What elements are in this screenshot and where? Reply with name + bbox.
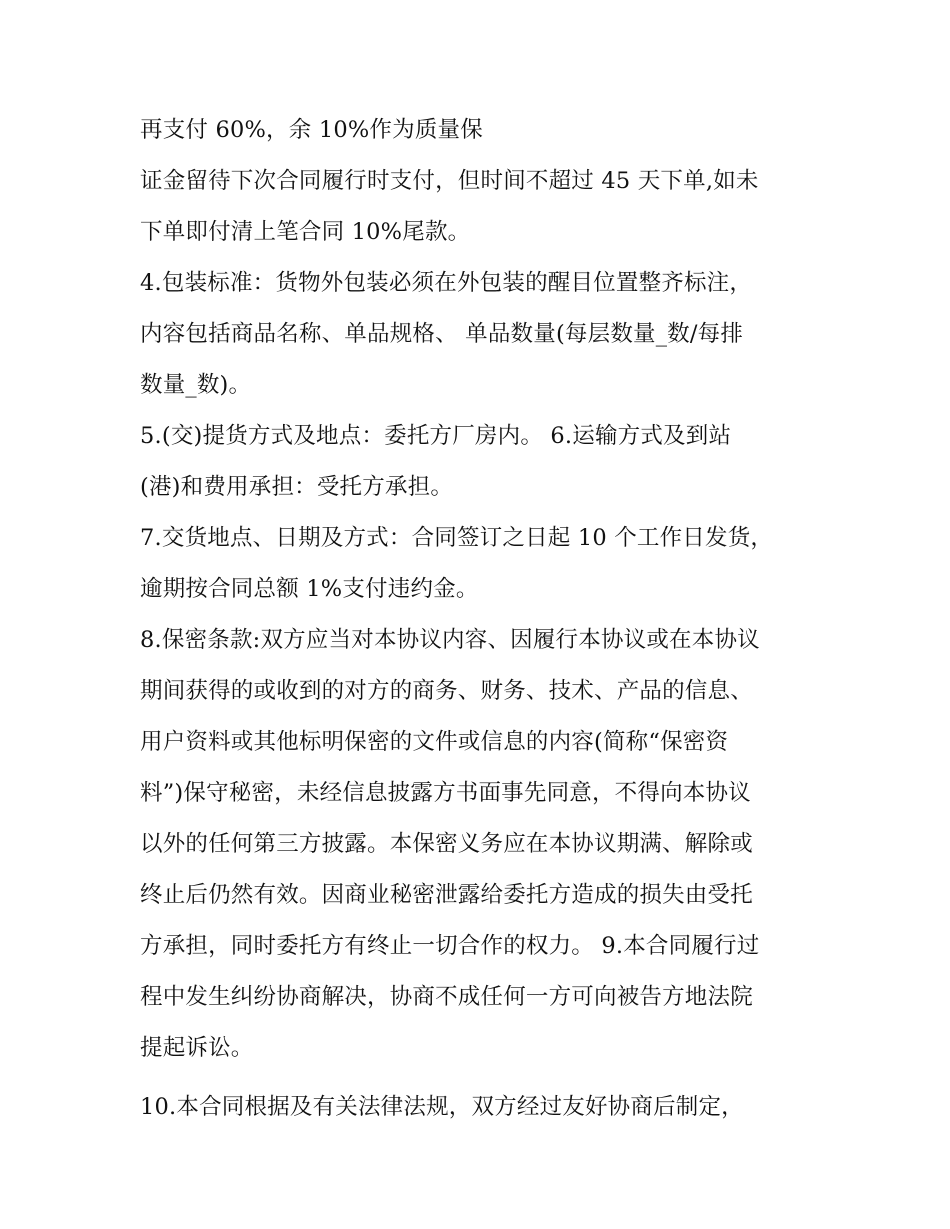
text-line: 料”)保守秘密，未经信息披露方书面事先同意，不得向本协议 [140,780,751,806]
text-line: 数量_数)。 [140,372,252,398]
text-line: 以外的任何第三方披露。本保密义务应在本协议期满、解除或 [140,831,753,857]
text-line: 10.本合同根据及有关法律法规，双方经过友好协商后制定， [140,1094,744,1120]
text-line: 方承担，同时委托方有终止一切合作的权力。 9.本合同履行过 [140,933,760,959]
text-line: (港)和费用承担：受托方承担。 [140,474,454,500]
text-line: 终止后仍然有效。因商业秘密泄露给委托方造成的损失由受托 [140,882,753,908]
contract-text-body [140,112,820,1140]
text-line: 内容包括商品名称、单品规格、 单品数量(每层数量_数/每排 [140,321,744,347]
text-line: 7.交货地点、日期及方式：合同签订之日起 10 个工作日发货， [140,525,774,551]
text-line: 程中发生纠纷协商解决，协商不成任何一方可向被告方地法院 [140,984,753,1010]
text-line: 下单即付清上笔合同 10%尾款。 [140,219,471,245]
text-line: 证金留待下次合同履行时支付，但时间不超过 45 天下单,如未 [140,168,759,194]
text-line: 8.保密条款:双方应当对本协议内容、因履行本协议或在本协议 [140,627,760,653]
text-line: 提起诉讼。 [140,1035,254,1061]
text-line: 用户资料或其他标明保密的文件或信息的内容(简称“保密资 [140,729,729,755]
text-line: 4.包装标准：货物外包装必须在外包装的醒目位置整齐标注， [140,270,753,296]
text-line: 5.(交)提货方式及地点：委托方厂房内。 6.运输方式及到站 [140,423,732,449]
text-line: 期间获得的或收到的对方的商务、财务、技术、产品的信息、 [140,678,753,704]
text-line: 逾期按合同总额 1%支付违约金。 [140,576,479,602]
text-line: 再支付 60%，余 10%作为质量保 [140,117,483,143]
